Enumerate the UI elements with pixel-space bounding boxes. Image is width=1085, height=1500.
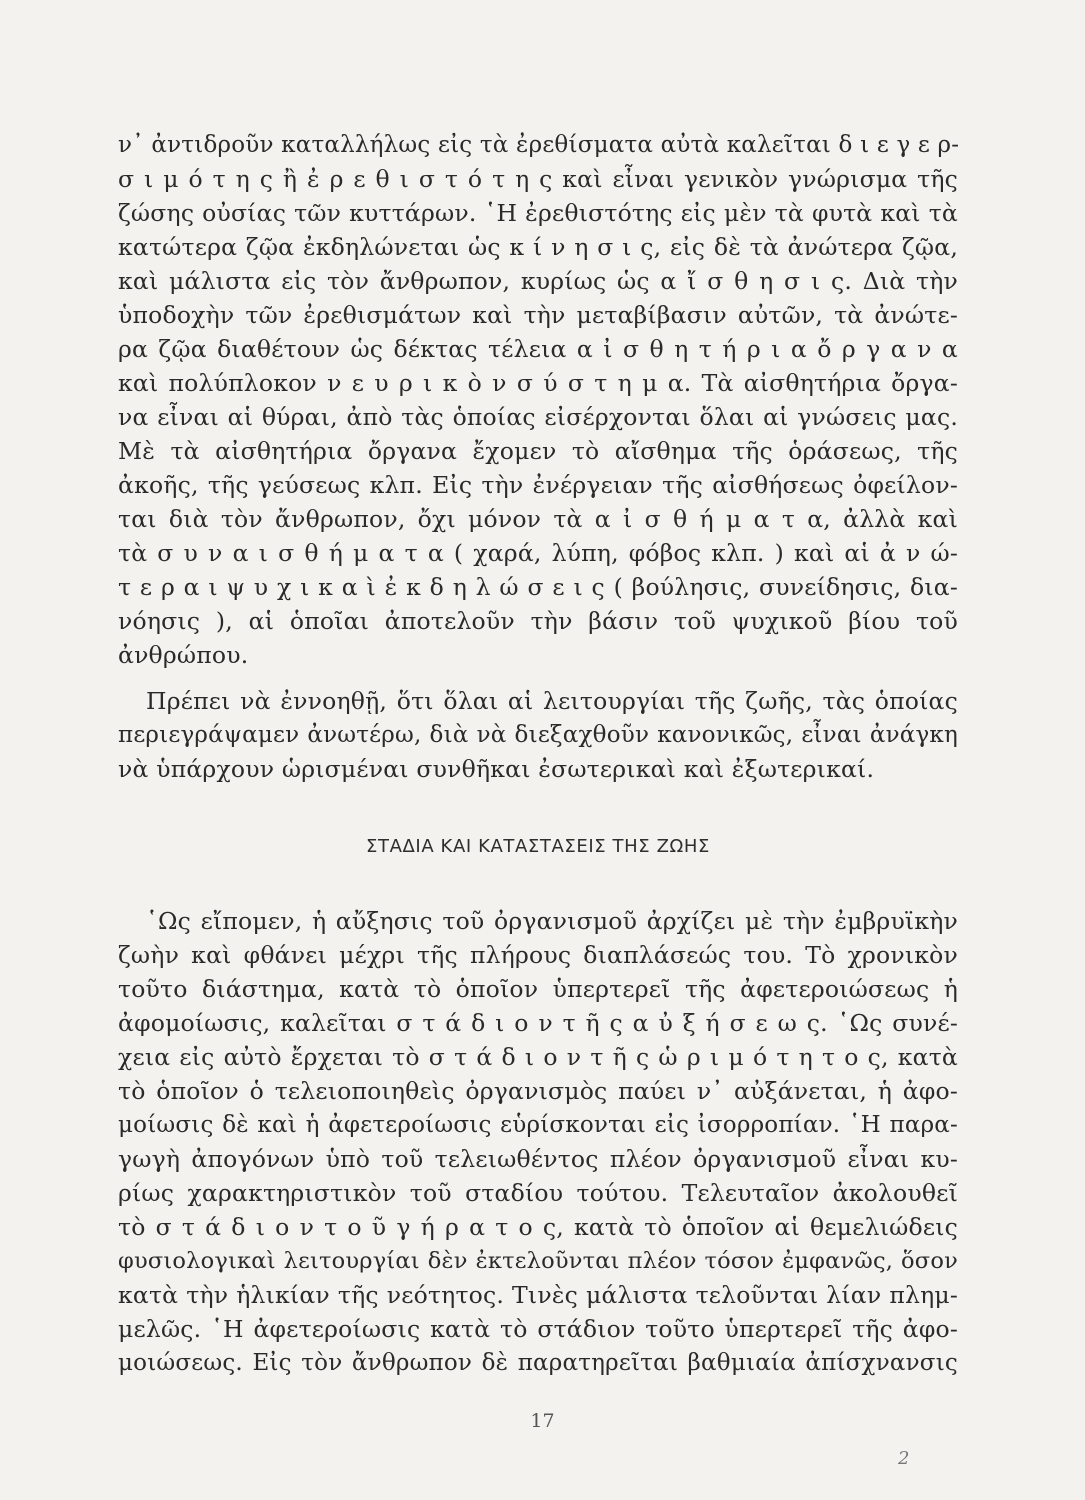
text-line: ἀφομοίωσις, καλεῖται σ τ ά δ ι ο ν τ ῆ ς α ὐ ξ ή σ ε ω ς. ῾Ως συνέ-: [118, 1009, 958, 1037]
sheet-number: 2: [898, 1448, 910, 1469]
text-line: μελῶς. ῾Η ἀφετεροίωσις κατὰ τὸ στάδιον τοῦτο ὑπερτερεῖ τῆς ἀφο-: [118, 1315, 958, 1343]
text-line: ν᾿ ἀντιδροῦν καταλλήλως εἰς τὰ ἐρεθίσματα αὐτὰ καλεῖται δ ι ε γ ε ρ-: [118, 132, 960, 158]
text-line: τὸ σ τ ά δ ι ο ν τ ο ῦ γ ή ρ α τ ο ς, κατὰ τὸ ὁποῖον αἱ θεμελιώδεις: [118, 1213, 958, 1241]
section-heading: ΣΤΑΔΙΑ ΚΑΙ ΚΑΤΑΣΤΑΣΕΙΣ ΤΗΣ ΖΩΗΣ: [366, 836, 710, 857]
text-line: τὸ ὁποῖον ὁ τελειοποιηθεὶς ὀργανισμὸς παύει ν᾿ αὐξάνεται, ἡ ἀφο-: [118, 1077, 958, 1105]
text-line: ἀνθρώπου.: [118, 641, 249, 669]
text-line: να εἶναι αἱ θύραι, ἀπὸ τὰς ὁποίας εἰσέρχονται ὅλαι αἱ γνώσεις μας.: [118, 403, 958, 431]
text-line: ρίως χαρακτηριστικὸν τοῦ σταδίου τούτου. Τελευταῖον ἀκολουθεῖ: [118, 1179, 958, 1207]
text-line: κατώτερα ζῷα ἐκδηλώνεται ὡς κ ί ν η σ ι ς, εἰς δὲ τὰ ἀνώτερα ζῷα,: [118, 233, 958, 261]
text-line: ὑποδοχὴν τῶν ἐρεθισμάτων καὶ τὴν μεταβίβασιν αὐτῶν, τὰ ἀνώτε-: [118, 301, 958, 329]
text-line: καὶ μάλιστα εἰς τὸν ἄνθρωπον, κυρίως ὡς α ἴ σ θ η σ ι ς. Διὰ τὴν: [118, 267, 958, 295]
text-body: [118, 128, 958, 1380]
text-line: χεια εἰς αὐτὸ ἔρχεται τὸ σ τ ά δ ι ο ν τ ῆ ς ὡ ρ ι μ ό τ η τ ο ς, κατὰ: [118, 1043, 958, 1071]
text-line: φυσιολογικαὶ λειτουργίαι δὲν ἐκτελοῦνται πλέον τόσον ἐμφανῶς, ὅσον: [118, 1248, 958, 1274]
text-line: τὰ σ υ ν α ι σ θ ή μ α τ α ( χαρά, λύπη, φόβος κλπ. ) καὶ αἱ ἀ ν ώ-: [118, 539, 958, 567]
text-line: σ ι μ ό τ η ς ἢ ἐ ρ ε θ ι σ τ ό τ η ς καὶ εἶναι γενικὸν γνώρισμα τῆς: [118, 165, 958, 193]
text-line: Μὲ τὰ αἰσθητήρια ὄργανα ἔχομεν τὸ αἴσθημα τῆς ὁράσεως, τῆς: [118, 437, 958, 465]
text-line: κατὰ τὴν ἡλικίαν τῆς νεότητος. Τινὲς μάλιστα τελοῦνται λίαν πλημ-: [118, 1281, 958, 1309]
text-line: γωγὴ ἀπογόνων ὑπὸ τοῦ τελειωθέντος πλέον ὀργανισμοῦ εἶναι κυ-: [118, 1145, 958, 1173]
text-line: νὰ ὑπάρχουν ὡρισμέναι συνθῆκαι ἐσωτερικαὶ καὶ ἐξωτερικαί.: [118, 755, 875, 783]
text-line: τοῦτο διάστημα, κατὰ τὸ ὁποῖον ὑπερτερεῖ τῆς ἀφετεροιώσεως ἡ: [118, 975, 958, 1003]
text-line: Πρέπει νὰ ἐννοηθῇ, ὅτι ὅλαι αἱ λειτουργίαι τῆς ζωῆς, τὰς ὁποίας: [146, 687, 958, 715]
text-line: ρα ζῷα διαθέτουν ὡς δέκτας τέλεια α ἰ σ θ η τ ή ρ ι α ὄ ρ γ α ν α: [118, 335, 958, 363]
text-line: μοιώσεως. Εἰς τὸν ἄνθρωπον δὲ παρατηρεῖται βαθμιαία ἀπίσχνανσις: [118, 1350, 958, 1376]
paragraph-1: [118, 128, 958, 672]
text-line: ζωὴν καὶ φθάνει μέχρι τῆς πλήρους διαπλάσεώς του. Τὸ χρονικὸν: [118, 941, 958, 969]
text-line: ζώσης οὐσίας τῶν κυττάρων. ῾Η ἐρεθιστότης εἰς μὲν τὰ φυτὰ καὶ τὰ: [118, 199, 958, 227]
text-line: ἀκοῆς, τῆς γεύσεως κλπ. Εἰς τὴν ἐνέργειαν τῆς αἰσθήσεως ὀφείλον-: [118, 471, 958, 499]
page-number: 17: [530, 1410, 555, 1432]
text-line: τ ε ρ α ι ψ υ χ ι κ α ὶ ἐ κ δ η λ ώ σ ε ι ς ( βούλησις, συνείδησις, δια-: [118, 573, 958, 601]
paragraph-2: [118, 684, 958, 786]
text-line: νόησις ), αἱ ὁποῖαι ἀποτελοῦν τὴν βάσιν τοῦ ψυχικοῦ βίου τοῦ: [118, 607, 958, 635]
text-line: καὶ πολύπλοκον ν ε υ ρ ι κ ὸ ν σ ύ σ τ η μ α. Τὰ αἰσθητήρια ὄργα-: [118, 369, 958, 397]
text-line: ῾Ως εἴπομεν, ἡ αὔξησις τοῦ ὀργανισμοῦ ἀρχίζει μὲ τὴν ἐμβρυϊκὴν: [146, 907, 958, 935]
text-line: μοίωσις δὲ καὶ ἡ ἀφετεροίωσις εὑρίσκονται εἰς ἰσορροπίαν. ῾Η παρα-: [118, 1112, 958, 1138]
text-line: περιεγράψαμεν ἀνωτέρω, διὰ νὰ διεξαχθοῦν κανονικῶς, εἶναι ἀνάγκη: [118, 722, 958, 748]
text-line: ται διὰ τὸν ἄνθρωπον, ὄχι μόνον τὰ α ἰ σ θ ή μ α τ α, ἀλλὰ καὶ: [118, 505, 958, 533]
paragraph-3: [118, 904, 958, 1380]
